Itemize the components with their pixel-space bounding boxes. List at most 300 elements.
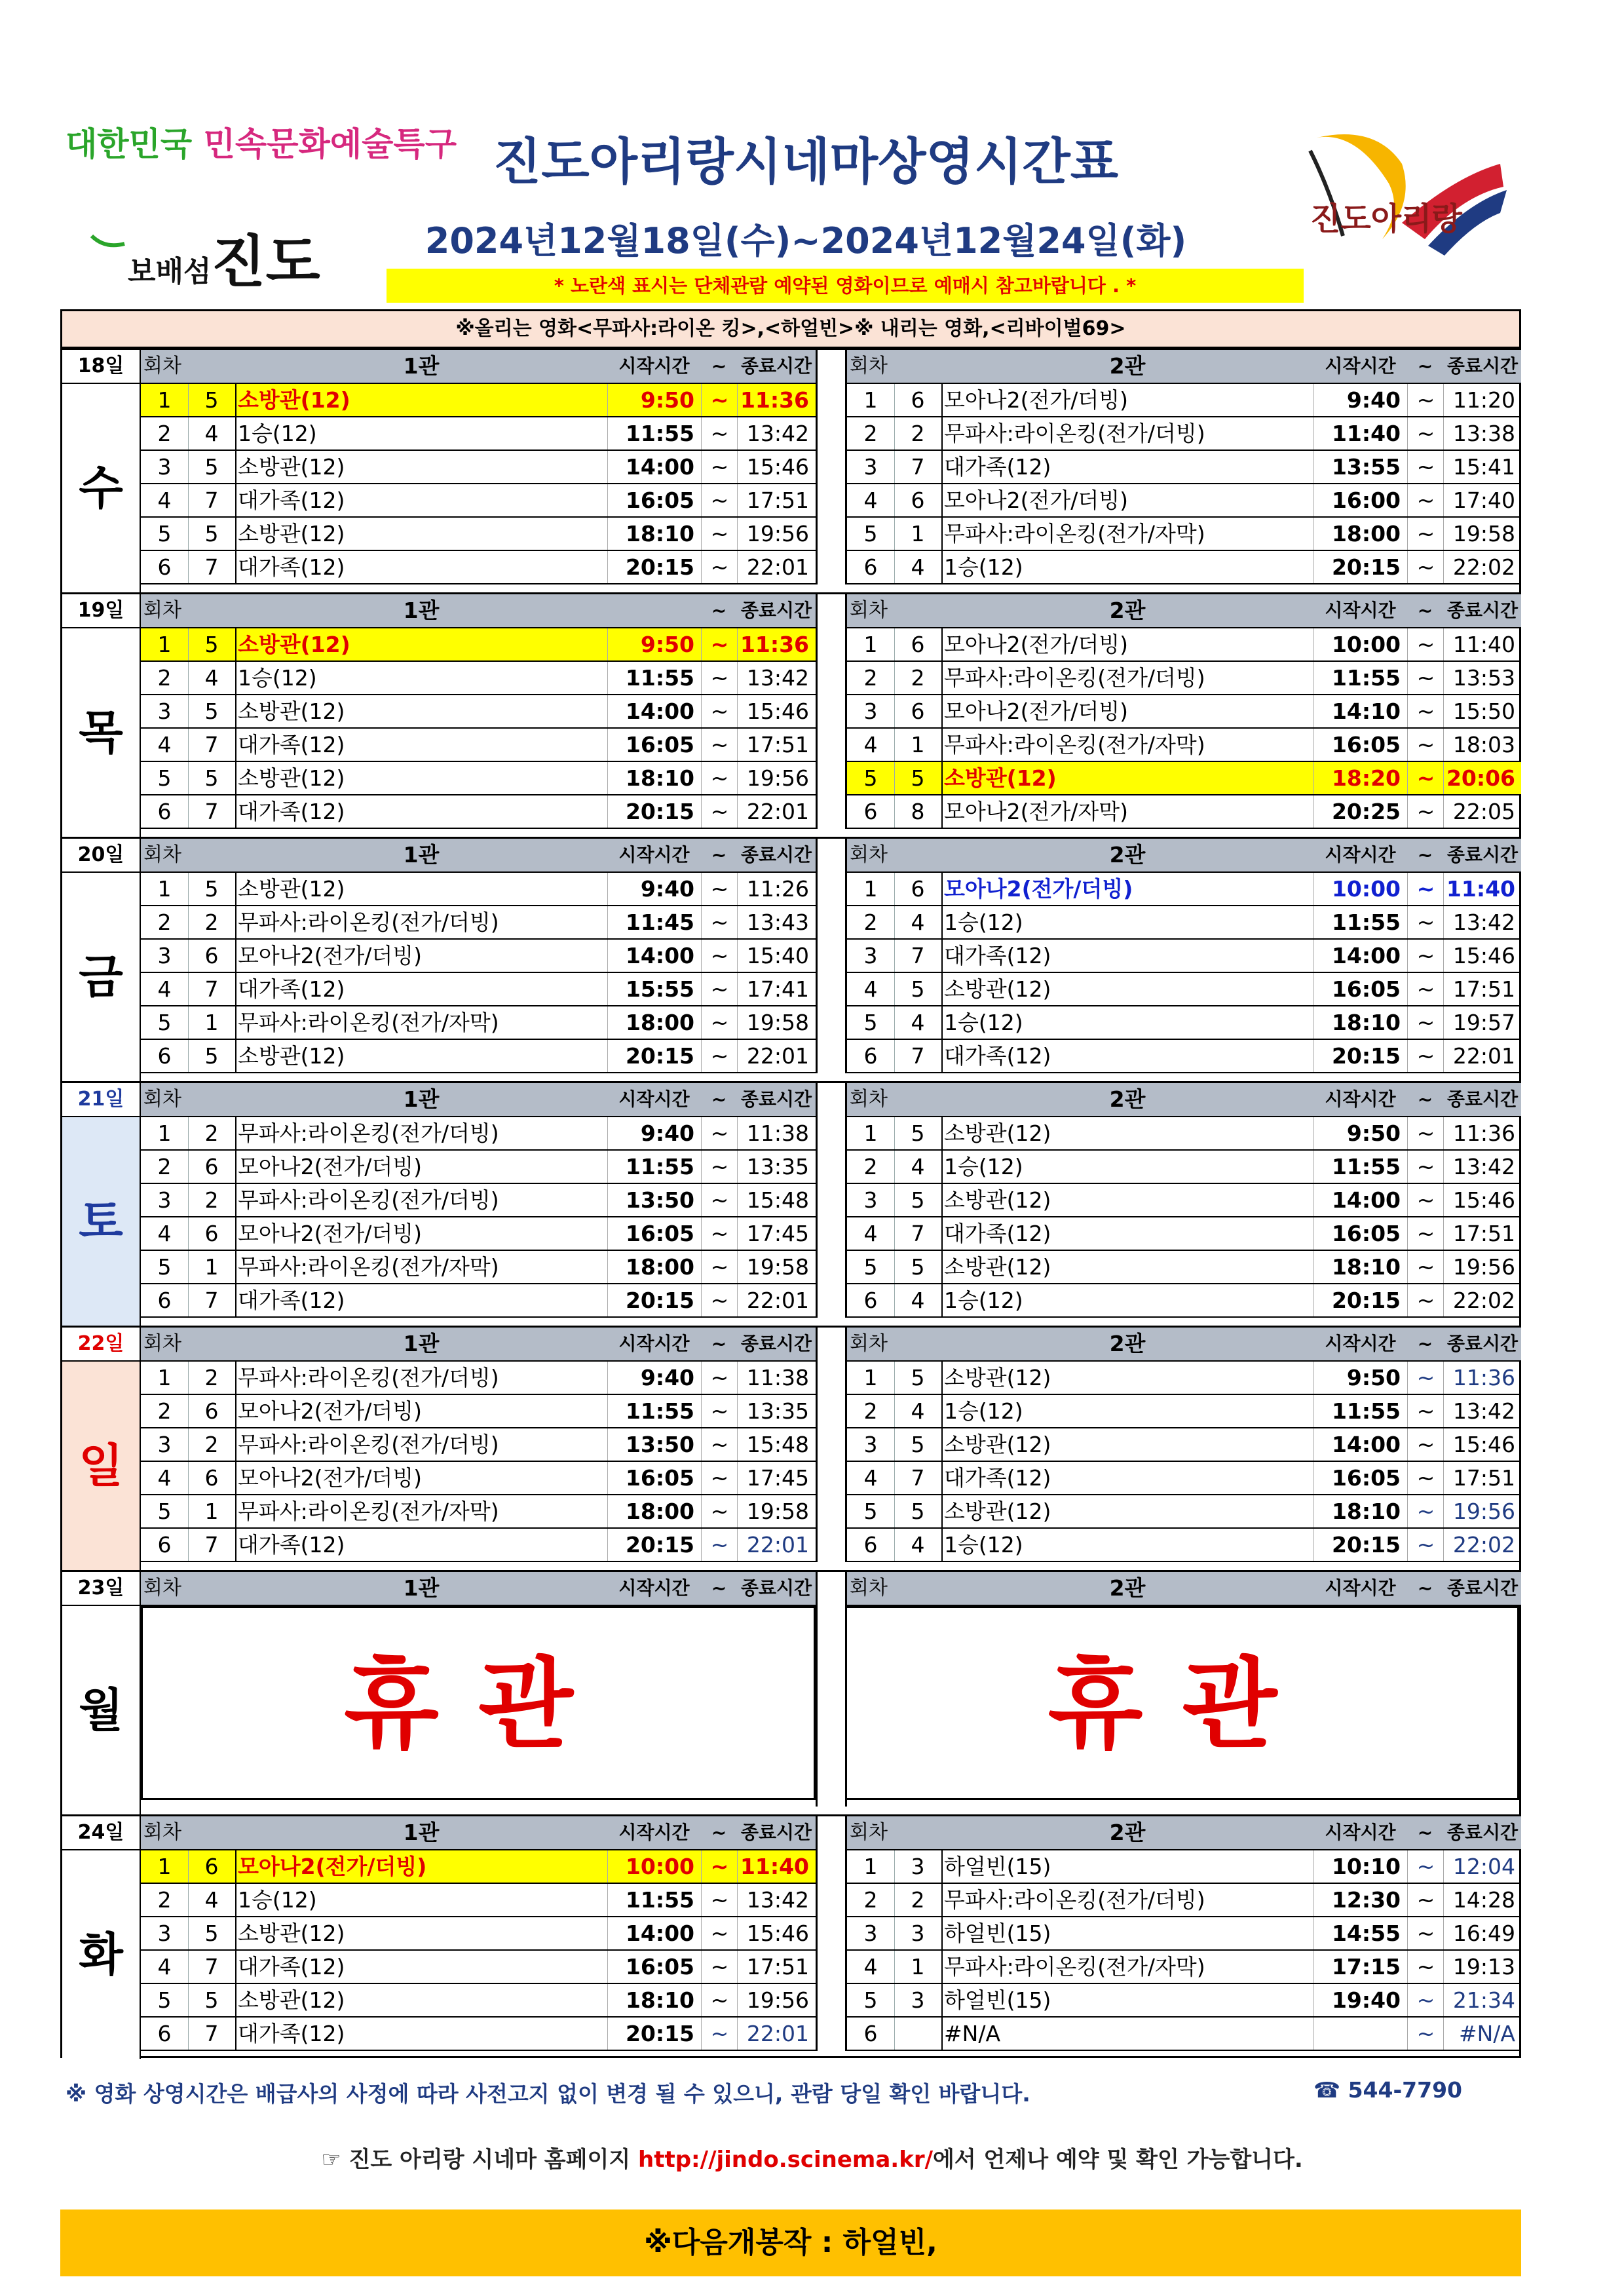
- showtime-title: 모아나2(전가/더빙): [238, 1221, 423, 1246]
- showtime-round: 3: [847, 1917, 895, 1949]
- showtime-start: 20:15: [607, 551, 701, 583]
- showtime-row[interactable]: [847, 1151, 1521, 1184]
- showtime-row[interactable]: [847, 762, 1521, 795]
- showtime-title: 모아나2(전가/더빙): [944, 387, 1129, 413]
- showtime-title: 1승(12): [944, 554, 1023, 580]
- showtime-row[interactable]: [847, 2018, 1521, 2051]
- showtime-end: 11:38: [737, 1117, 816, 1149]
- hall-name: 2관: [1109, 353, 1146, 379]
- showtime-row[interactable]: [847, 906, 1521, 940]
- showtime-row[interactable]: [141, 2018, 816, 2051]
- showtime-tilde: ~: [701, 1395, 738, 1427]
- showtime-end: 13:42: [737, 1884, 816, 1916]
- showtime-round: 2: [141, 1884, 189, 1916]
- showtime-end: 17:51: [1443, 1462, 1522, 1494]
- day-weekday: 월: [62, 1606, 141, 1814]
- showtime-row[interactable]: [141, 1917, 816, 1951]
- showtime-row[interactable]: [847, 1117, 1521, 1151]
- hall-hall1: [141, 1328, 818, 1562]
- showtime-row[interactable]: [141, 1884, 816, 1917]
- homepage-link[interactable]: http://jindo.scinema.kr/: [638, 2147, 934, 2173]
- showtime-rating: 1: [894, 1951, 943, 1983]
- showtime-row[interactable]: [141, 1006, 816, 1040]
- showtime-rating: 2: [188, 1184, 236, 1216]
- showtime-round: 1: [141, 873, 189, 905]
- arirang-logo: [1304, 124, 1513, 282]
- showtime-row[interactable]: [141, 1251, 816, 1284]
- showtime-row[interactable]: [141, 795, 816, 829]
- showtime-tilde: ~: [1407, 1917, 1444, 1949]
- showtime-title: 무파사:라이온킹(전가/더빙): [944, 1887, 1205, 1913]
- showtime-round: 1: [141, 1850, 189, 1883]
- footer-note-text: ※ 영화 상영시간은 배급사의 사정에 따라 사전고지 없이 변경 될 수 있으니, 관람 당일 확인 바랍니다.: [66, 2081, 1030, 2107]
- showtime-end: 21:34: [1443, 1984, 1522, 2016]
- hall-header: [847, 1816, 1521, 1850]
- showtime-start: 16:05: [1313, 1217, 1407, 1250]
- showtime-rating: 5: [188, 628, 236, 660]
- showtime-row[interactable]: [141, 873, 816, 906]
- showtime-row[interactable]: [847, 628, 1521, 662]
- showtime-start: 11:45: [607, 906, 701, 938]
- showtime-row[interactable]: [141, 695, 816, 729]
- showtime-row[interactable]: [141, 1850, 816, 1884]
- showtime-round: 3: [141, 1428, 189, 1461]
- showtime-end: 13:43: [737, 906, 816, 938]
- col-round-header: 회차: [850, 1577, 888, 1599]
- showtime-title: 무파사:라이온킹(전가/더빙): [944, 421, 1205, 446]
- showtime-row[interactable]: [141, 1395, 816, 1428]
- showtime-row[interactable]: [847, 1884, 1521, 1917]
- hall-name: 1관: [403, 842, 440, 868]
- showtime-round: 4: [141, 1951, 189, 1983]
- showtime-end: 11:40: [737, 1850, 816, 1883]
- hall-header: [141, 839, 816, 873]
- showtime-row[interactable]: [847, 662, 1521, 695]
- showtime-row[interactable]: [141, 762, 816, 795]
- showtime-end: 17:51: [737, 729, 816, 761]
- showtime-tilde: ~: [701, 1217, 738, 1250]
- showtime-row[interactable]: [141, 729, 816, 762]
- showtime-title: 소방관(12): [238, 387, 350, 413]
- showtime-row[interactable]: [847, 1462, 1521, 1495]
- showtime-round: 4: [141, 1462, 189, 1494]
- showtime-round: 6: [847, 1529, 895, 1561]
- showtime-rating: 6: [894, 384, 943, 416]
- showtime-end: 20:06: [1443, 762, 1522, 794]
- showtime-rating: 3: [894, 1984, 943, 2016]
- showtime-end: 13:53: [1443, 662, 1522, 694]
- showtime-title: 대가족(12): [944, 1043, 1051, 1069]
- showtime-row[interactable]: [141, 628, 816, 662]
- showtime-row[interactable]: [847, 1006, 1521, 1040]
- showtime-row[interactable]: [847, 1362, 1521, 1395]
- showtime-rating: 2: [188, 1362, 236, 1394]
- showtime-tilde: ~: [1407, 1151, 1444, 1183]
- showtime-round: 1: [141, 1117, 189, 1149]
- closed-box-hall1: 휴관: [141, 1606, 816, 1800]
- showtime-start: 16:05: [1313, 1462, 1407, 1494]
- showtime-title: 모아나2(전가/더빙): [944, 632, 1129, 657]
- showtime-start: 18:10: [607, 518, 701, 550]
- col-tilde-header: ~: [1417, 1822, 1433, 1843]
- showtime-row[interactable]: [141, 551, 816, 584]
- showtime-tilde: ~: [701, 628, 738, 660]
- showtime-row[interactable]: [141, 1040, 816, 1073]
- col-round-header: 회차: [143, 599, 181, 622]
- showtime-start: 18:00: [607, 1006, 701, 1039]
- showtime-tilde: ~: [1407, 551, 1444, 583]
- showtime-tilde: ~: [1407, 384, 1444, 416]
- showtime-end: 14:28: [1443, 1884, 1522, 1916]
- col-tilde-header: ~: [1417, 1577, 1433, 1599]
- col-start-header: 시작시간: [1325, 1577, 1396, 1599]
- showtime-tilde: ~: [1407, 1529, 1444, 1561]
- showtime-end: 15:50: [1443, 695, 1522, 727]
- phone-number: ☎ 544-7790: [1313, 2077, 1463, 2103]
- showtime-row[interactable]: [847, 873, 1521, 906]
- showtime-round: 6: [141, 1284, 189, 1316]
- showtime-row[interactable]: [141, 384, 816, 417]
- showtime-row[interactable]: [847, 695, 1521, 729]
- showtime-round: 5: [847, 518, 895, 550]
- col-end-header: 종료시간: [1446, 1333, 1519, 1354]
- showtime-start: 11:40: [1313, 417, 1407, 450]
- showtime-title: 소방관(12): [238, 876, 345, 902]
- showtime-row[interactable]: [847, 551, 1521, 584]
- showtime-title: 소방관(12): [944, 1254, 1051, 1280]
- showtime-end: 11:36: [1443, 1117, 1522, 1149]
- col-tilde-header: ~: [711, 844, 727, 866]
- day-weekday: 목: [62, 628, 141, 837]
- showtime-row[interactable]: [847, 1850, 1521, 1884]
- showtime-title: 모아나2(전가/더빙): [238, 943, 423, 968]
- showtime-row[interactable]: [847, 1184, 1521, 1217]
- col-start-header: 시작시간: [1325, 355, 1396, 377]
- showtime-row[interactable]: [141, 1117, 816, 1151]
- showtime-round: 2: [847, 417, 895, 450]
- day-date: 20일: [62, 839, 141, 873]
- showtime-tilde: ~: [701, 451, 738, 483]
- showtime-rating: 7: [188, 551, 236, 583]
- showtime-tilde: ~: [1407, 1217, 1444, 1250]
- hall-name: 1관: [403, 1575, 440, 1601]
- showtime-start: 18:10: [607, 1984, 701, 2016]
- col-round-header: 회차: [143, 1821, 181, 1844]
- showtime-row[interactable]: [847, 729, 1521, 762]
- showtime-start: 11:55: [1313, 1151, 1407, 1183]
- showtime-row[interactable]: [847, 384, 1521, 417]
- showtime-title: 대가족(12): [238, 732, 345, 757]
- showtime-start: 18:00: [607, 1251, 701, 1283]
- showtime-row[interactable]: [847, 484, 1521, 518]
- showtime-end: 17:51: [737, 484, 816, 516]
- showtime-end: 15:48: [737, 1428, 816, 1461]
- showtime-title: 무파사:라이온킹(전가/자막): [944, 732, 1205, 757]
- col-end-header: 종료시간: [1446, 1088, 1519, 1110]
- showtime-tilde: ~: [1407, 2018, 1444, 2050]
- showtime-end: 17:51: [737, 1951, 816, 1983]
- showtime-row[interactable]: [141, 1462, 816, 1495]
- showtime-row[interactable]: [141, 1428, 816, 1462]
- hall-header: [847, 350, 1521, 384]
- showtime-start: 18:10: [1313, 1495, 1407, 1527]
- logo-left-line2-a: 보배섬: [128, 255, 212, 288]
- showtime-start: 20:15: [607, 1529, 701, 1561]
- showtime-end: 19:56: [737, 762, 816, 794]
- showtime-row[interactable]: [847, 973, 1521, 1006]
- showtime-start: 20:15: [607, 2018, 701, 2050]
- showtime-end: 19:13: [1443, 1951, 1522, 1983]
- hall-name: 2관: [1109, 598, 1146, 623]
- hall-header: [847, 839, 1521, 873]
- showtime-row[interactable]: [847, 518, 1521, 551]
- showtime-rating: 6: [894, 695, 943, 727]
- col-end-header: 종료시간: [740, 600, 812, 621]
- showtime-tilde: ~: [701, 729, 738, 761]
- showtime-row[interactable]: [141, 1184, 816, 1217]
- showtime-rating: 5: [894, 1117, 943, 1149]
- showtime-title: 모아나2(전가/자막): [944, 799, 1129, 824]
- showtime-round: 4: [141, 484, 189, 516]
- showtime-start: 11:55: [607, 662, 701, 694]
- showtime-tilde: ~: [701, 1850, 738, 1883]
- showtime-title: 대가족(12): [238, 1954, 345, 1980]
- showtime-tilde: ~: [1407, 1117, 1444, 1149]
- showtime-rating: 5: [188, 451, 236, 483]
- day-block: [62, 1816, 1519, 2061]
- showtime-start: 11:55: [1313, 1395, 1407, 1427]
- showtime-row[interactable]: [847, 1428, 1521, 1462]
- showtime-rating: 7: [188, 973, 236, 1005]
- showtime-end: 19:58: [737, 1495, 816, 1527]
- showtime-row[interactable]: [141, 1151, 816, 1184]
- showtime-row[interactable]: [847, 1251, 1521, 1284]
- showtime-tilde: ~: [1407, 1495, 1444, 1527]
- showtime-row[interactable]: [847, 1495, 1521, 1529]
- showtime-tilde: ~: [1407, 873, 1444, 905]
- showtime-row[interactable]: [141, 906, 816, 940]
- showtime-title: 대가족(12): [238, 2021, 345, 2046]
- showtime-title: 대가족(12): [238, 1532, 345, 1558]
- showtime-end: 15:46: [737, 695, 816, 727]
- showtime-end: 11:38: [737, 1362, 816, 1394]
- showtime-row[interactable]: [141, 1495, 816, 1529]
- showtime-tilde: ~: [1407, 1951, 1444, 1983]
- showtime-end: 22:01: [737, 1529, 816, 1561]
- showtime-row[interactable]: [847, 1284, 1521, 1318]
- showtime-title: 소방관(12): [238, 698, 345, 724]
- showtime-row[interactable]: [141, 940, 816, 973]
- showtime-row[interactable]: [141, 662, 816, 695]
- col-tilde-header: ~: [1417, 600, 1433, 621]
- showtime-title: 소방관(12): [238, 521, 345, 546]
- showtime-start: 18:00: [607, 1495, 701, 1527]
- showtime-tilde: ~: [701, 1951, 738, 1983]
- showtime-rating: 2: [188, 1428, 236, 1461]
- showtime-tilde: ~: [701, 1284, 738, 1316]
- showtime-start: 15:55: [607, 973, 701, 1005]
- showtime-row[interactable]: [847, 1529, 1521, 1562]
- showtime-start: 20:15: [1313, 551, 1407, 583]
- showtime-title: 대가족(12): [944, 454, 1051, 480]
- showtime-start: 14:00: [607, 940, 701, 972]
- showtime-tilde: ~: [1407, 417, 1444, 450]
- showtime-title: 1승(12): [944, 1398, 1023, 1424]
- col-end-header: 종료시간: [740, 1088, 812, 1110]
- showtime-title: 대가족(12): [944, 943, 1051, 968]
- hall-header: [141, 350, 816, 384]
- showtime-title: 모아나2(전가/더빙): [238, 1465, 423, 1491]
- showtime-rating: 7: [188, 795, 236, 828]
- showtime-round: 6: [847, 795, 895, 828]
- col-start-header: 시작시간: [618, 1577, 690, 1599]
- showtime-start: 10:10: [1313, 1850, 1407, 1883]
- day-block: [62, 1328, 1519, 1572]
- showtime-rating: 7: [188, 1284, 236, 1316]
- showtime-start: 20:15: [607, 1284, 701, 1316]
- showtime-title: 무파사:라이온킹(전가/자막): [238, 1254, 499, 1280]
- showtime-title: 소방관(12): [944, 1432, 1051, 1457]
- showtime-row[interactable]: [141, 973, 816, 1006]
- showtime-tilde: ~: [1407, 1462, 1444, 1494]
- day-block: [62, 594, 1519, 839]
- showtime-tilde: ~: [701, 1151, 738, 1183]
- showtime-row[interactable]: [141, 1984, 816, 2018]
- day-date: 18일: [62, 350, 141, 384]
- col-start-header: 시작시간: [618, 1822, 690, 1843]
- showtime-round: 5: [847, 1251, 895, 1283]
- showtime-title: 무파사:라이온킹(전가/더빙): [238, 1187, 499, 1213]
- showtime-round: 1: [141, 628, 189, 660]
- showtime-row[interactable]: [847, 940, 1521, 973]
- footer-notice: [66, 2077, 1559, 2108]
- showtime-end: 15:40: [737, 940, 816, 972]
- showtime-row[interactable]: [141, 1362, 816, 1395]
- showtime-tilde: ~: [1407, 695, 1444, 727]
- showtime-round: 6: [847, 551, 895, 583]
- showtime-round: 4: [847, 484, 895, 516]
- showtime-title: 소방관(12): [944, 1187, 1051, 1213]
- showtime-tilde: ~: [1407, 451, 1444, 483]
- showtime-title: #N/A: [944, 2021, 1001, 2046]
- showtime-row[interactable]: [141, 417, 816, 451]
- showtime-tilde: ~: [701, 1495, 738, 1527]
- col-start-header: 시작시간: [1325, 1088, 1396, 1110]
- showtime-end: 15:46: [737, 1917, 816, 1949]
- col-tilde-header: ~: [711, 600, 727, 621]
- showtime-title: 모아나2(전가/더빙): [238, 1398, 423, 1424]
- showtime-row[interactable]: [141, 1217, 816, 1251]
- showtime-row[interactable]: [847, 451, 1521, 484]
- showtime-tilde: ~: [701, 1184, 738, 1216]
- showtime-tilde: ~: [701, 795, 738, 828]
- showtime-row[interactable]: [847, 1217, 1521, 1251]
- day-weekday: 일: [62, 1362, 141, 1570]
- showtime-row[interactable]: [141, 1529, 816, 1562]
- showtime-row[interactable]: [847, 1984, 1521, 2018]
- showtime-row[interactable]: [141, 451, 816, 484]
- showtime-round: 1: [141, 1362, 189, 1394]
- col-start-header: [607, 594, 701, 627]
- showtime-row[interactable]: [141, 484, 816, 518]
- showtime-title: 무파사:라이온킹(전가/더빙): [238, 1120, 499, 1146]
- showtime-end: 11:36: [1443, 1362, 1522, 1394]
- hall-hall2: [845, 1083, 1521, 1318]
- showtime-row[interactable]: [847, 1951, 1521, 1984]
- showtime-title: 무파사:라이온킹(전가/더빙): [238, 1365, 499, 1390]
- showtime-rating: 5: [894, 1251, 943, 1283]
- showtime-row[interactable]: [847, 1040, 1521, 1073]
- hall-hall1: [141, 594, 818, 829]
- showtime-rating: 5: [188, 873, 236, 905]
- showtime-row[interactable]: [847, 417, 1521, 451]
- day-date: 22일: [62, 1328, 141, 1362]
- showtime-rating: 5: [894, 1184, 943, 1216]
- logo-left-line2-b: 진도: [211, 229, 320, 295]
- showtime-title: 하얼빈(15): [944, 1921, 1051, 1946]
- showtime-end: 13:35: [737, 1151, 816, 1183]
- showtime-title: 1승(12): [238, 1887, 317, 1913]
- showtime-row[interactable]: [847, 1917, 1521, 1951]
- showtime-end: 22:01: [737, 551, 816, 583]
- showtime-tilde: ~: [701, 973, 738, 1005]
- showtime-round: 4: [847, 1217, 895, 1250]
- showtime-rating: 5: [894, 1495, 943, 1527]
- showtime-tilde: ~: [1407, 1284, 1444, 1316]
- showtime-tilde: ~: [701, 1006, 738, 1039]
- showtime-title: 모아나2(전가/더빙): [238, 1154, 423, 1179]
- showtime-start: 14:00: [607, 451, 701, 483]
- showtime-rating: 7: [188, 484, 236, 516]
- homepage-suffix: 에서 언제나 예약 및 확인 가능합니다.: [933, 2147, 1303, 2173]
- hall-header: [141, 1328, 816, 1362]
- showtime-title: 소방관(12): [944, 1120, 1051, 1146]
- showtime-round: 5: [141, 518, 189, 550]
- showtime-tilde: ~: [701, 906, 738, 938]
- showtime-end: 17:45: [737, 1217, 816, 1250]
- showtime-round: 5: [141, 762, 189, 794]
- showtime-end: 15:46: [737, 451, 816, 483]
- showtime-round: 4: [847, 1951, 895, 1983]
- showtime-row[interactable]: [141, 518, 816, 551]
- showtime-round: 6: [141, 2018, 189, 2050]
- col-tilde-header: ~: [711, 355, 727, 377]
- district-logo: [66, 118, 457, 295]
- day-block: [62, 1083, 1519, 1328]
- showtime-row[interactable]: [847, 795, 1521, 829]
- showtime-end: 13:42: [1443, 1395, 1522, 1427]
- showtime-rating: 2: [894, 417, 943, 450]
- showtime-tilde: ~: [1407, 1251, 1444, 1283]
- hall-hall1: [141, 350, 818, 584]
- showtime-rating: 1: [894, 729, 943, 761]
- showtime-rating: 7: [188, 729, 236, 761]
- hall-hall2: [845, 839, 1521, 1073]
- showtime-end: 22:01: [737, 1040, 816, 1072]
- showtime-row[interactable]: [141, 1951, 816, 1984]
- showtime-end: 13:35: [737, 1395, 816, 1427]
- showtime-row[interactable]: [847, 1395, 1521, 1428]
- showtime-rating: 7: [894, 451, 943, 483]
- hall-hall2: [845, 350, 1521, 584]
- showtime-start: 20:15: [607, 1040, 701, 1072]
- showtime-start: 20:15: [1313, 1529, 1407, 1561]
- showtime-row[interactable]: [141, 1284, 816, 1318]
- showtime-title: 소방관(12): [238, 765, 345, 791]
- showtime-round: 6: [141, 795, 189, 828]
- showtime-rating: [894, 2018, 943, 2050]
- showtime-round: 2: [141, 1151, 189, 1183]
